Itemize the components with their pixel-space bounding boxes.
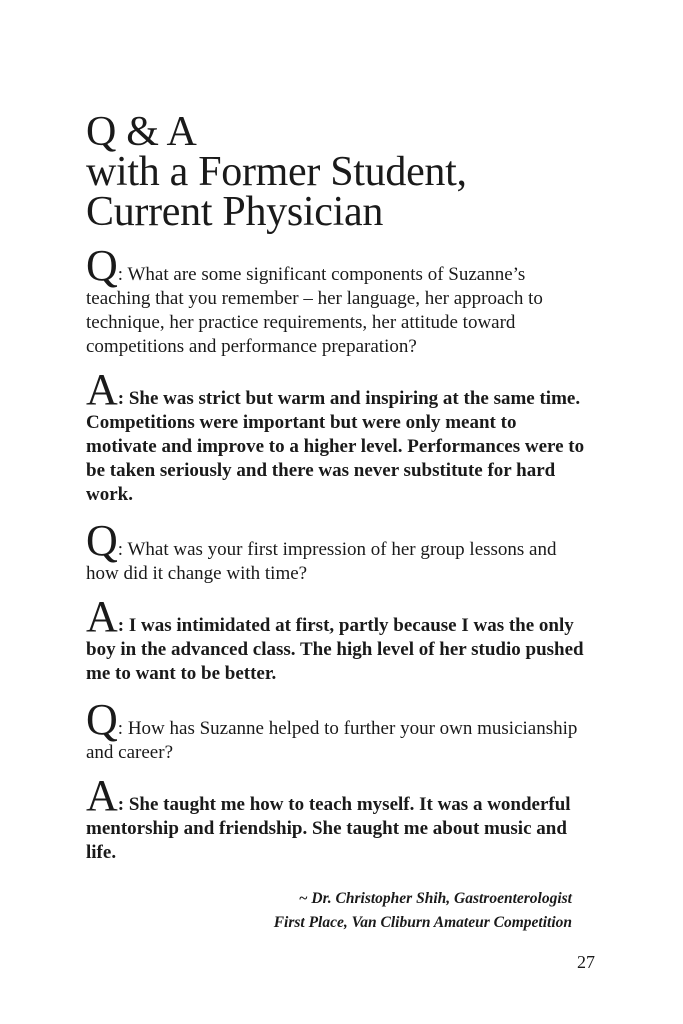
separator: : [117,264,124,285]
question-letter: Q [86,516,118,565]
question-text: What are some significant components of Suzanne’s teaching that you remember – her language, her approach to technique, her practice requirements, her attitude toward competitions and performance preparation? [86,264,543,357]
attribution [86,887,586,935]
page-title [86,109,586,235]
question-letter: Q [86,695,118,744]
answer-3 [86,771,586,865]
question-1 [86,241,586,359]
question-3 [86,695,586,765]
separator: : [117,539,124,560]
title-line-2: with a Former Student, [86,149,467,195]
question-text: What was your first impression of her group lessons and how did it change with time? [86,539,557,584]
page-content [86,109,586,935]
answer-text: She taught me how to teach myself. It was a wonderful mentorship and friendship. She taught me about music and life. [86,794,571,863]
attribution-credential: First Place, Van Cliburn Amateur Competition [273,914,572,931]
question-letter: Q [86,241,118,290]
question-2 [86,516,586,586]
separator: : [117,718,124,739]
answer-letter: A [86,365,118,414]
title-line-1: Q & A [86,109,197,155]
separator: : [117,388,125,409]
attribution-name: ~ Dr. Christopher Shih, Gastroenterologist [298,890,572,907]
answer-text: I was intimidated at first, partly because I was the only boy in the advanced class. The high level of her studio pushed me to want to be better. [86,615,584,684]
answer-text: She was strict but warm and inspiring at the same time. Competitions were important but were only meant to motivate and improve to a higher level. Performances were to be taken seriously and there was never substitute for hard work. [86,388,585,505]
answer-2 [86,592,586,686]
answer-1 [86,365,586,507]
question-text: How has Suzanne helped to further your own musicianship and career? [86,718,578,763]
answer-letter: A [86,771,118,820]
answer-letter: A [86,592,118,641]
title-line-3: Current Physician [86,189,384,235]
separator: : [117,615,125,636]
separator: : [117,794,125,815]
page-number: 27 [577,952,595,972]
